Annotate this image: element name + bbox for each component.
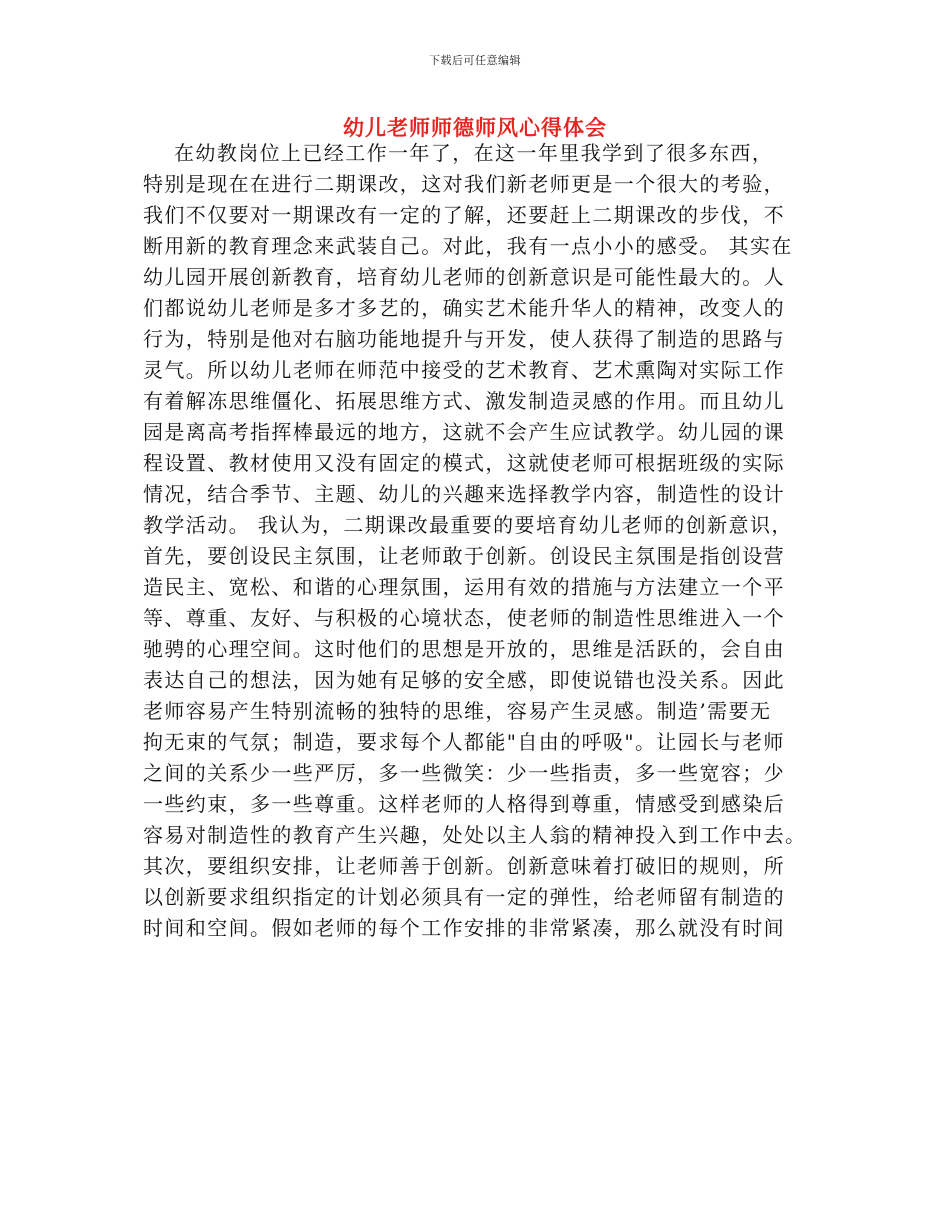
body-line: 时间和空间。假如老师的每个工作安排的非常紧凑，那么就没有时间 bbox=[143, 916, 785, 940]
body-line: 以创新要求组织指定的计划必须具有一定的弹性，给老师留有制造的 bbox=[143, 885, 785, 909]
body-line: 程设置、教材使用又没有固定的模式，这就使老师可根据班级的实际 bbox=[143, 451, 785, 475]
body-line: 首先，要创设民主氛围，让老师敢于创新。创设民主氛围是指创设营 bbox=[143, 544, 785, 568]
body-line: 园是离高考指挥棒最远的地方，这就不会产生应试教学。幼儿园的课 bbox=[143, 420, 785, 444]
body-line: 老师容易产生特别流畅的独特的思维，容易产生灵感。制造’需要无 bbox=[143, 699, 772, 723]
body-line: 其次，要组织安排，让老师善于创新。创新意味着打破旧的规则，所 bbox=[143, 854, 785, 878]
body-text bbox=[143, 138, 813, 944]
body-line: 行为，特别是他对右脑功能地提升与开发，使人获得了制造的思路与 bbox=[143, 327, 785, 351]
body-line: 之间的关系少一些严厉，多一些微笑：少一些指责，多一些宽容；少 bbox=[143, 761, 785, 785]
body-line: 幼儿园开展创新教育，培育幼儿老师的创新意识是可能性最大的。人 bbox=[143, 265, 785, 289]
body-line: 断用新的教育理念来武装自己。对此，我有一点小小的感受。 其实在 bbox=[143, 234, 793, 258]
body-line: 造民主、宽松、和谐的心理氛围，运用有效的措施与方法建立一个平 bbox=[143, 575, 785, 599]
body-line: 拘无束的气氛；制造，要求每个人都能"自由的呼吸"。让园长与老师 bbox=[143, 730, 785, 754]
document-title: 幼儿老师师德师风心得体会 bbox=[343, 115, 607, 140]
body-line: 特别是现在在进行二期课改，这对我们新老师更是一个很大的考验， bbox=[143, 172, 785, 196]
body-line: 我们不仅要对一期课改有一定的了解，还要赶上二期课改的步伐，不 bbox=[143, 203, 785, 227]
body-line: 情况，结合季节、主题、幼儿的兴趣来选择教学内容，制造性的设计 bbox=[143, 482, 785, 506]
body-line: 有着解冻思维僵化、拓展思维方式、激发制造灵感的作用。而且幼儿 bbox=[143, 389, 785, 413]
body-line: 教学活动。 我认为，二期课改最重要的要培育幼儿老师的创新意识， bbox=[143, 513, 793, 537]
header-note: 下载后可任意编辑 bbox=[429, 54, 521, 67]
body-line: 一些约束，多一些尊重。这样老师的人格得到尊重，情感受到感染后 bbox=[143, 792, 785, 816]
body-line: 等、尊重、友好、与积极的心境状态，使老师的制造性思维进入一个 bbox=[143, 606, 785, 630]
body-line: 在幼教岗位上已经工作一年了，在这一年里我学到了很多东西， bbox=[143, 141, 774, 165]
body-line: 驰骋的心理空间。这时他们的思想是开放的，思维是活跃的，会自由 bbox=[143, 637, 785, 661]
body-line: 容易对制造性的教育产生兴趣，处处以主人翁的精神投入到工作中去。 bbox=[143, 823, 807, 847]
body-line: 们都说幼儿老师是多才多艺的，确实艺术能升华人的精神，改变人的 bbox=[143, 296, 785, 320]
body-line: 表达自己的想法，因为她有足够的安全感，即使说错也没关系。因此 bbox=[143, 668, 785, 692]
body-line: 灵气。所以幼儿老师在师范中接受的艺术教育、艺术熏陶对实际工作 bbox=[143, 358, 785, 382]
